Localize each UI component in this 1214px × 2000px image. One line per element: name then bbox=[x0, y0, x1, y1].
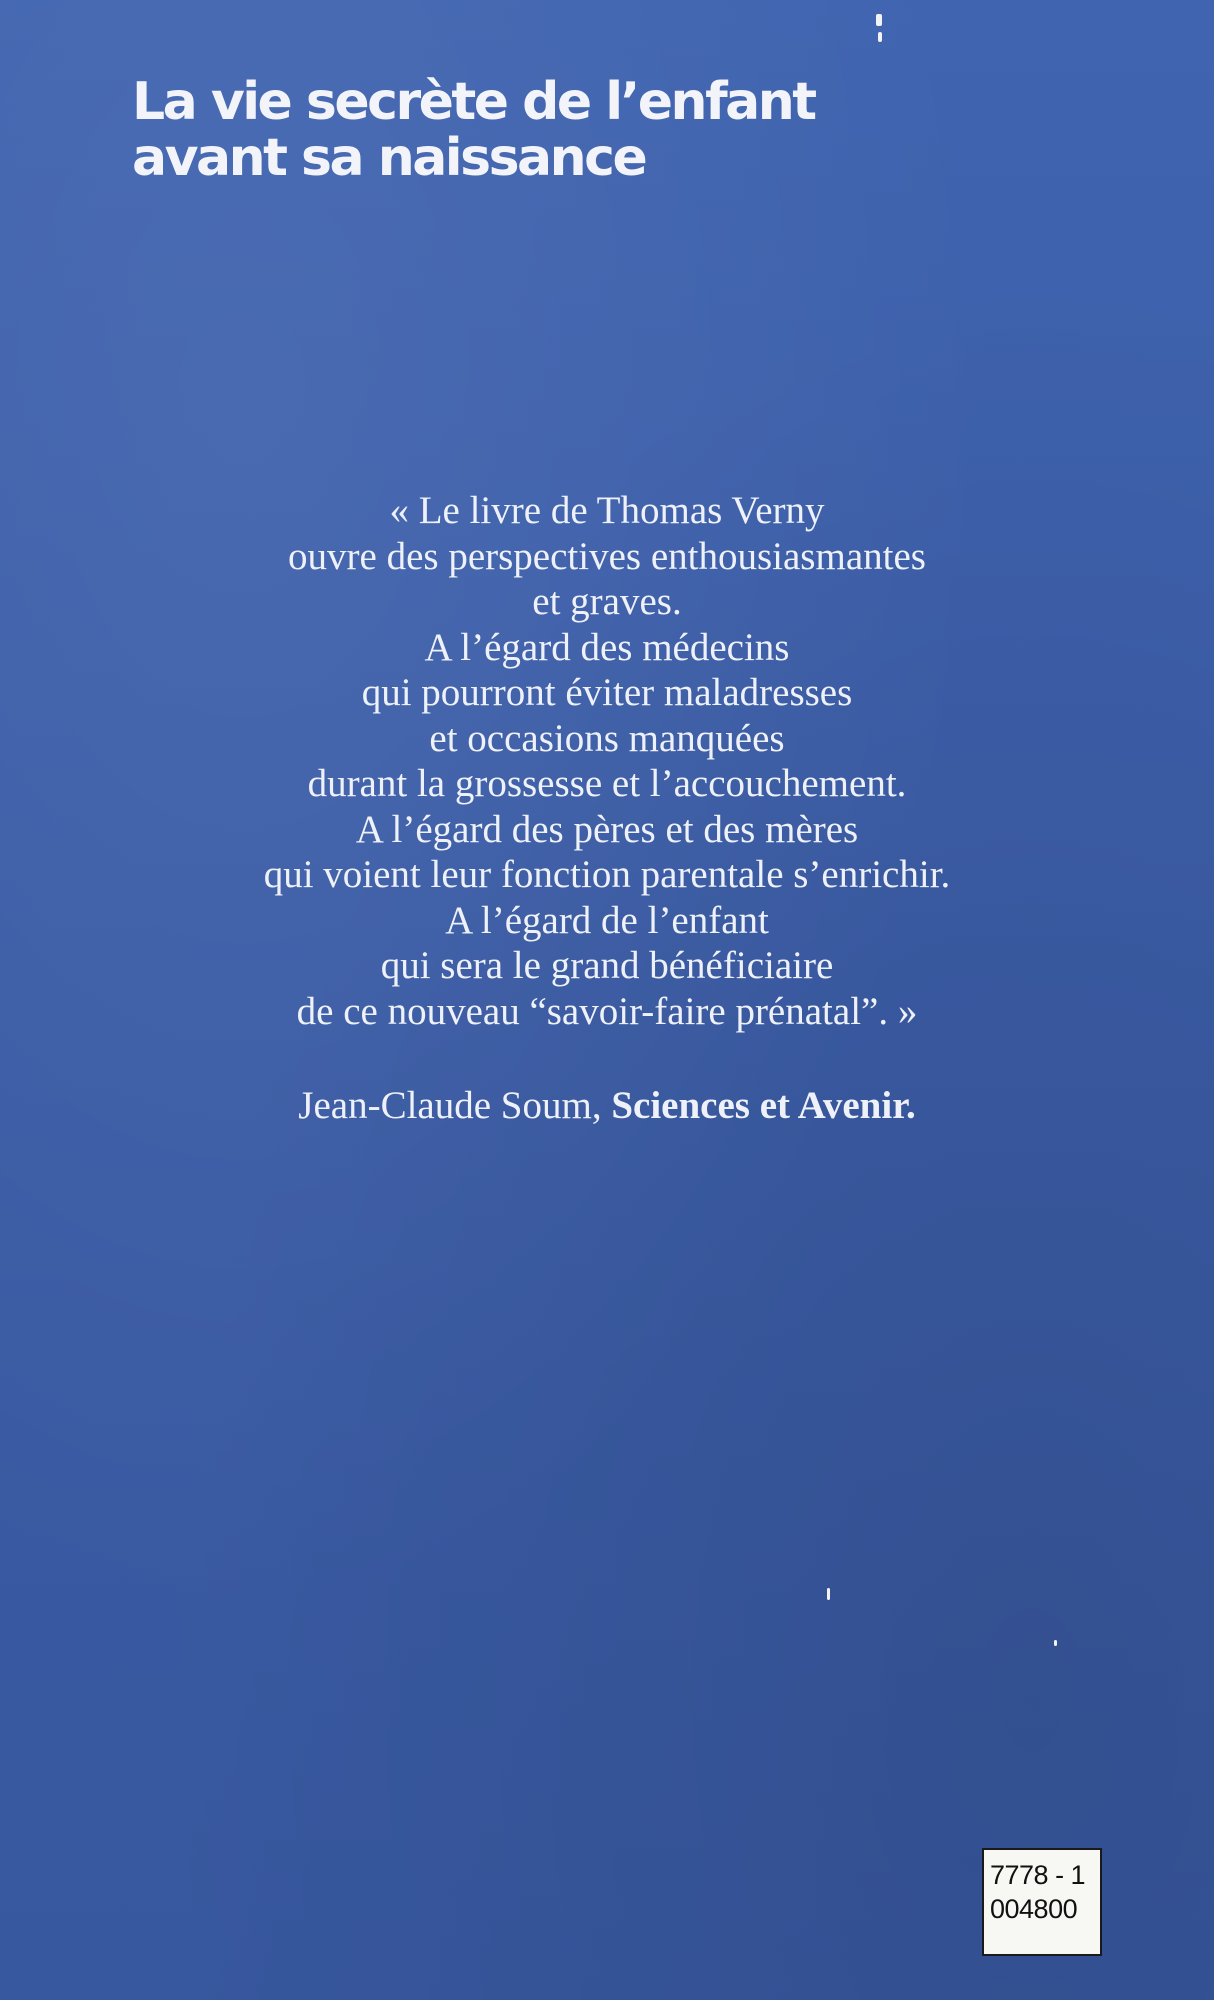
quote-line-7: durant la grossesse et l’accouchement. bbox=[307, 762, 907, 805]
attribution-source: Sciences et Avenir. bbox=[611, 1084, 916, 1127]
paper-speck bbox=[876, 14, 882, 26]
quote-line-4: A l’égard des médecins bbox=[424, 625, 790, 669]
quote-line-12: de ce nouveau “savoir-faire prénatal”. » bbox=[296, 989, 918, 1033]
book-title bbox=[132, 74, 1032, 186]
paper-speck bbox=[1054, 1640, 1057, 1646]
quote-line-3: et graves. bbox=[532, 580, 682, 623]
book-title-line-1: La vie secrète de l’enfant bbox=[132, 72, 815, 132]
quote-line-8: A l’égard des pères et des mères bbox=[355, 807, 859, 851]
quote-attribution bbox=[0, 1083, 1214, 1129]
sticker-code-line-1: 7778 - 1 bbox=[990, 1860, 1086, 1890]
quote-line-5: qui pourront éviter maladresses bbox=[361, 671, 853, 714]
quote-line-11: qui sera le grand bénéficiaire bbox=[380, 944, 834, 987]
quote-line-9: qui voient leur fonction parentale s’enrichir. bbox=[263, 853, 951, 896]
book-title-line-2: avant sa naissance bbox=[132, 128, 646, 188]
quote-line-1: « Le livre de Thomas Verny bbox=[389, 489, 825, 532]
quote-line-10: A l’égard de l’enfant bbox=[445, 898, 769, 942]
paper-speck bbox=[878, 32, 882, 42]
sticker-code-line-2: 004800 bbox=[990, 1894, 1078, 1924]
price-code-sticker bbox=[982, 1848, 1102, 1956]
paper-speck bbox=[827, 1588, 830, 1600]
quote-line-2: ouvre des perspectives enthousiasmantes bbox=[288, 534, 926, 578]
review-quote bbox=[0, 488, 1214, 1034]
attribution-author: Jean-Claude Soum, bbox=[298, 1084, 612, 1127]
quote-line-6: et occasions manquées bbox=[429, 716, 785, 760]
